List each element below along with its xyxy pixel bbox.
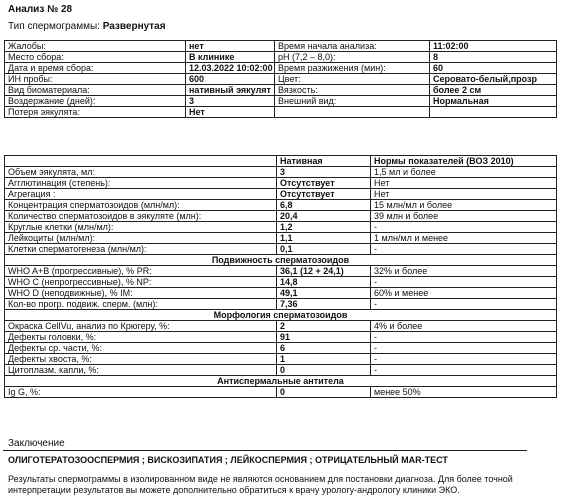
info-row xyxy=(5,74,557,85)
result-norm: менее 50% xyxy=(371,387,557,398)
result-norm: - xyxy=(371,365,557,376)
info-row xyxy=(5,96,557,107)
conclusion-text: ОЛИГОТЕРАТОЗООСПЕРМИЯ ; ВИСКОЗИПАТИЯ ; ЛЕЙКОСПЕРМИЯ ; ОТРИЦАТЕЛЬНЫЙ MAR-ТЕСТ xyxy=(8,455,448,465)
result-parameter: Ig G, %: xyxy=(5,387,277,398)
info-value: более 2 см xyxy=(430,85,557,96)
result-value: 3 xyxy=(277,167,371,178)
result-value: 0 xyxy=(277,387,371,398)
info-label: Дата и время сбора: xyxy=(5,63,186,74)
result-parameter: Окраска CellVu, анализ по Крюгеру, %: xyxy=(5,321,277,332)
result-norm: 39 млн и более xyxy=(371,211,557,222)
result-value: Отсутствует xyxy=(277,189,371,200)
section-morphology-title: Морфология сперматозоидов xyxy=(5,310,557,321)
result-value: 49,1 xyxy=(277,288,371,299)
sample-info-table xyxy=(4,40,557,118)
info-value: Нет xyxy=(186,107,275,118)
result-norm: - xyxy=(371,277,557,288)
info-value: Серовато-белый,прозр xyxy=(430,74,557,85)
result-row xyxy=(5,277,557,288)
result-row xyxy=(5,332,557,343)
column-header-norms: Нормы показателей (ВОЗ 2010) xyxy=(371,156,557,167)
info-value: нет xyxy=(186,41,275,52)
result-value: 0 xyxy=(277,365,371,376)
result-value: 1,1 xyxy=(277,233,371,244)
info-label: Жалобы: xyxy=(5,41,186,52)
section-motility-title: Подвижность сперматозоидов xyxy=(5,255,557,266)
result-parameter: Дефекты хвоста, %: xyxy=(5,354,277,365)
result-value: 6,8 xyxy=(277,200,371,211)
result-norm: 1 млн/мл и менее xyxy=(371,233,557,244)
result-norm: - xyxy=(371,354,557,365)
results-table xyxy=(4,155,557,398)
result-parameter: Кол-во прогр. подвиж. сперм. (млн): xyxy=(5,299,277,310)
result-norm: 15 млн/мл и более xyxy=(371,200,557,211)
section-morphology xyxy=(5,310,557,321)
spermogram-type-value: Развернутая xyxy=(102,21,166,32)
result-row xyxy=(5,343,557,354)
result-norm: - xyxy=(371,332,557,343)
results-header-row xyxy=(5,156,557,167)
result-parameter: Дефекты головки, %: xyxy=(5,332,277,343)
result-parameter: Агглютинация (степень): xyxy=(5,178,277,189)
result-norm: - xyxy=(371,299,557,310)
spermogram-type-label: Тип спермограммы: xyxy=(8,21,103,32)
info-value: 12.03.2022 10:02:00 xyxy=(186,63,275,74)
info-label: Время разжижения (мин): xyxy=(275,63,430,74)
result-parameter: WHO C (непрогрессивные), % NP: xyxy=(5,277,277,288)
column-header-native: Нативная xyxy=(277,156,371,167)
info-row xyxy=(5,52,557,63)
section-motility xyxy=(5,255,557,266)
info-label: pH (7,2 – 8,0): xyxy=(275,52,430,63)
conclusion-title: Заключение xyxy=(8,438,65,449)
disclaimer-note: Результаты спермограммы в изолированном виде не являются основанием для постановки диагноза. Для более точной интерпретации результатов вы можете дополнительно обратиться к врачу урологу-андрологу клиники ЭКО. xyxy=(8,474,513,495)
result-value: Отсутствует xyxy=(277,178,371,189)
result-row xyxy=(5,387,557,398)
result-row xyxy=(5,233,557,244)
result-value: 1,2 xyxy=(277,222,371,233)
info-value: 60 xyxy=(430,63,557,74)
info-value: нативный эякулят xyxy=(186,85,275,96)
result-row xyxy=(5,178,557,189)
result-row xyxy=(5,288,557,299)
result-row xyxy=(5,200,557,211)
result-parameter: Объем эякулята, мл: xyxy=(5,167,277,178)
result-row xyxy=(5,299,557,310)
result-value: 36,1 (12 + 24,1) xyxy=(277,266,371,277)
result-parameter: Дефекты ср. части, %: xyxy=(5,343,277,354)
result-norm: Нет xyxy=(371,189,557,200)
info-row xyxy=(5,85,557,96)
result-norm: - xyxy=(371,244,557,255)
result-parameter: Количество сперматозоидов в эякуляте (млн): xyxy=(5,211,277,222)
info-label: Внешний вид: xyxy=(275,96,430,107)
result-row xyxy=(5,244,557,255)
result-row xyxy=(5,189,557,200)
info-label: Время начала анализа: xyxy=(275,41,430,52)
info-value: 600 xyxy=(186,74,275,85)
info-row xyxy=(5,63,557,74)
info-value: 11:02:00 xyxy=(430,41,557,52)
result-norm: 4% и более xyxy=(371,321,557,332)
result-value: 91 xyxy=(277,332,371,343)
info-row xyxy=(5,107,557,118)
info-label: Цвет: xyxy=(275,74,430,85)
result-parameter: Концентрация сперматозоидов (млн/мл): xyxy=(5,200,277,211)
result-row xyxy=(5,321,557,332)
result-row xyxy=(5,365,557,376)
info-value: 8 xyxy=(430,52,557,63)
result-parameter: Круглые клетки (млн/мл): xyxy=(5,222,277,233)
result-parameter: WHO A+B (прогрессивные), % PR: xyxy=(5,266,277,277)
info-label: Воздержание (дней): xyxy=(5,96,186,107)
info-label: Вид биоматериала: xyxy=(5,85,186,96)
result-norm: - xyxy=(371,343,557,354)
spermogram-type xyxy=(8,21,166,32)
result-value: 14,8 xyxy=(277,277,371,288)
result-norm: 32% и более xyxy=(371,266,557,277)
result-value: 20,4 xyxy=(277,211,371,222)
conclusion-divider xyxy=(3,450,527,451)
info-label: Место сбора: xyxy=(5,52,186,63)
result-parameter: Цитоплазм. капли, %: xyxy=(5,365,277,376)
result-norm: 60% и менее xyxy=(371,288,557,299)
result-row xyxy=(5,167,557,178)
result-parameter: Лейкоциты (млн/мл): xyxy=(5,233,277,244)
info-label xyxy=(275,107,430,118)
result-row xyxy=(5,266,557,277)
info-value: 3 xyxy=(186,96,275,107)
result-row xyxy=(5,354,557,365)
result-value: 1 xyxy=(277,354,371,365)
result-row xyxy=(5,211,557,222)
result-parameter: WHO D (неподвижные), % IM: xyxy=(5,288,277,299)
section-antibodies xyxy=(5,376,557,387)
result-norm: Нет xyxy=(371,178,557,189)
section-antibodies-title: Антиспермальные антитела xyxy=(5,376,557,387)
info-label: Вязкость: xyxy=(275,85,430,96)
info-row xyxy=(5,41,557,52)
analysis-number: Анализ № 28 xyxy=(8,4,73,15)
result-value: 6 xyxy=(277,343,371,354)
result-value: 7,36 xyxy=(277,299,371,310)
info-value: Нормальная xyxy=(430,96,557,107)
results-header-blank xyxy=(5,156,277,167)
info-label: Потеря эякулята: xyxy=(5,107,186,118)
result-parameter: Клетки сперматогенеза (млн/мл): xyxy=(5,244,277,255)
info-value: В клинике xyxy=(186,52,275,63)
result-row xyxy=(5,222,557,233)
info-value xyxy=(430,107,557,118)
result-norm: - xyxy=(371,222,557,233)
result-value: 2 xyxy=(277,321,371,332)
result-value: 0,1 xyxy=(277,244,371,255)
result-parameter: Агрегация : xyxy=(5,189,277,200)
info-label: ИН пробы: xyxy=(5,74,186,85)
result-norm: 1,5 мл и более xyxy=(371,167,557,178)
